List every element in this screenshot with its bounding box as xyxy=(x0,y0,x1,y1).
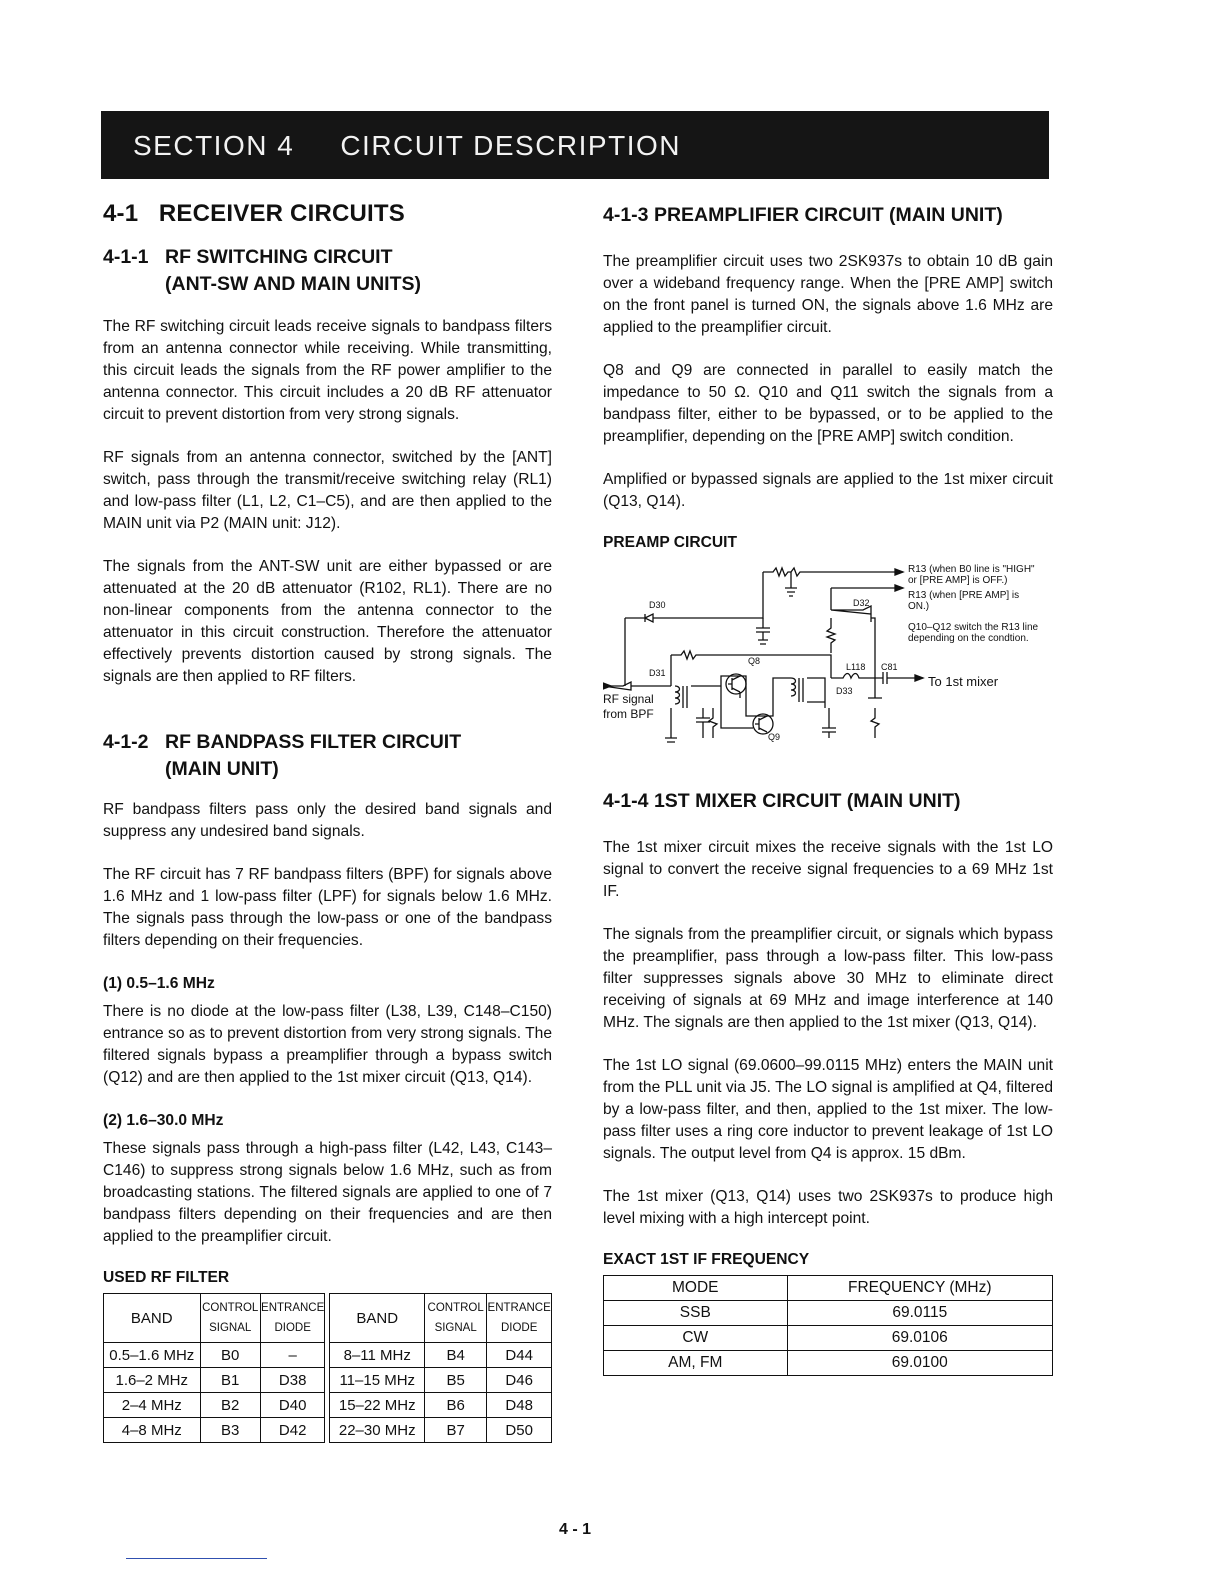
table-cell: 69.0106 xyxy=(787,1326,1052,1351)
table-cell: B1 xyxy=(200,1368,260,1393)
header-control-signal: CONTROL SIGNAL xyxy=(200,1294,260,1343)
paragraph: The signals from the preamplifier circuit, or signals which bypass the preamplifier, pass through a low-pass filter. This low-pass filter suppresses signals above 30 MHz to eliminate direct receiving of signals at 69 MHz and image interference at 140 MHz. The signals are then applied to the 1st mixer (Q13, Q14). xyxy=(603,926,1053,1031)
paragraph: Amplified or bypassed signals are applied to the 1st mixer circuit (Q13, Q14). xyxy=(603,471,1053,510)
table-cell: 22–30 MHz xyxy=(330,1418,425,1443)
paragraph: These signals pass through a high-pass filter (L42, L43, C143–C146) to suppress strong signals below 1.6 MHz, such as from broadcasting stations. The filtered signals are applied to one of 7 bandpass filters depending on their frequencies and are then applied to the preamplifier circuit. xyxy=(103,1140,552,1245)
table-cell: D50 xyxy=(487,1418,552,1443)
heading-number: 4-1-1 xyxy=(103,246,149,268)
right-column xyxy=(603,200,1053,1376)
preamp-schematic xyxy=(603,558,1053,758)
paragraph: The RF switching circuit leads receive signals to bandpass filters from an antenna connector while receiving. While transmitting, this circuit leads the signals from the RF power amplifier to the antenna connector. This circuit includes a 20 dB RF attenuator circuit to prevent distortion from very strong signals. xyxy=(103,318,552,423)
header-mode: MODE xyxy=(604,1276,788,1301)
label-l118: L118 xyxy=(846,662,866,672)
table-cell: D38 xyxy=(260,1368,325,1393)
table-row xyxy=(604,1326,1053,1351)
schematic-title: PREAMP CIRCUIT xyxy=(603,534,738,551)
heading-text: RF BANDPASS FILTER CIRCUIT xyxy=(165,731,462,753)
label-d31: D31 xyxy=(649,668,666,678)
header-frequency: FREQUENCY (MHz) xyxy=(787,1276,1052,1301)
label-c81: C81 xyxy=(881,662,898,672)
heading-4-1-3: 4-1-3 PREAMPLIFIER CIRCUIT (MAIN UNIT) xyxy=(603,204,1003,226)
left-column xyxy=(103,200,552,1443)
table-cell: 69.0115 xyxy=(787,1301,1052,1326)
table-cell: 0.5–1.6 MHz xyxy=(104,1343,201,1368)
table-cell: D42 xyxy=(260,1418,325,1443)
heading-4-1-4: 4-1-4 1ST MIXER CIRCUIT (MAIN UNIT) xyxy=(603,790,961,812)
header-control-signal: CONTROL SIGNAL xyxy=(425,1294,487,1343)
table-cell: D40 xyxy=(260,1393,325,1418)
label-d32: D32 xyxy=(853,598,870,608)
section-title: CIRCUIT DESCRIPTION xyxy=(340,130,681,161)
paragraph: RF signals from an antenna connector, switched by the [ANT] switch, pass through the transmit/receive switching relay (RL1) and low-pass filter (L1, L2, C1–C5), and are then applied to the MAIN unit via P2 (MAIN unit: J12). xyxy=(103,449,552,532)
table-cell: 15–22 MHz xyxy=(330,1393,425,1418)
table-header-row xyxy=(104,1294,552,1343)
page-number: 4 - 1 xyxy=(558,1521,591,1538)
table-cell: CW xyxy=(604,1326,788,1351)
section-banner xyxy=(101,111,1049,179)
paragraph: The 1st mixer circuit mixes the receive signals with the 1st LO signal to convert the receive signal frequencies to a 69 MHz 1st IF. xyxy=(603,839,1053,900)
header-band: BAND xyxy=(330,1294,425,1343)
table-row xyxy=(104,1418,552,1443)
table-row xyxy=(604,1351,1053,1376)
if-table-title: EXACT 1ST IF FREQUENCY xyxy=(603,1251,810,1268)
table-cell: 2–4 MHz xyxy=(104,1393,201,1418)
table-cell: B5 xyxy=(425,1368,487,1393)
header-entrance-diode: ENTRANCE DIODE xyxy=(487,1294,552,1343)
table-cell: 8–11 MHz xyxy=(330,1343,425,1368)
paragraph: RF bandpass filters pass only the desired band signals and suppress any undesired band signals. xyxy=(103,801,552,840)
table-cell: SSB xyxy=(604,1301,788,1326)
table-row xyxy=(104,1368,552,1393)
schem-note-1b: or [PRE AMP] is OFF.) xyxy=(908,575,1008,586)
schem-note-3b: depending on the condtion. xyxy=(908,633,1029,644)
schem-note-2a: R13 (when [PRE AMP] is xyxy=(908,590,1020,601)
paragraph: There is no diode at the low-pass filter (L38, L39, C148–C150) entrance so as to prevent distortion from very strong signals. The filtered signals bypass a preamplifier through a bypass switch (Q12) and are then applied to the 1st mixer circuit (Q13, Q14). xyxy=(103,1003,552,1086)
subheading-0-5-1-6: (1) 0.5–1.6 MHz xyxy=(103,975,215,992)
paragraph: The 1st LO signal (69.0600–99.0115 MHz) enters the MAIN unit from the PLL unit via J5. The LO signal is amplified at Q4, filtered by a low-pass filter, and then, applied to the 1st mixer. The low-pass filter uses a ring core inductor to prevent leakage of 1st LO signals. The output level from Q4 is approx. 15 dBm. xyxy=(603,1057,1053,1162)
section-number: SECTION 4 xyxy=(133,130,295,161)
heading-text-cont: (ANT-SW AND MAIN UNITS) xyxy=(165,273,421,295)
table-cell: 1.6–2 MHz xyxy=(104,1368,201,1393)
table-row xyxy=(104,1343,552,1368)
schem-note-1a: R13 (when B0 line is "HIGH" xyxy=(908,564,1035,575)
table-cell: 4–8 MHz xyxy=(104,1418,201,1443)
table-cell: D44 xyxy=(487,1343,552,1368)
paragraph: The signals from the ANT-SW unit are either bypassed or are attenuated at the 20 dB attenuator (R102, RL1). There are no non-linear components from the antenna connector to the attenuator in this circuit construction. Therefore the attenuator effectively prevents distortion caused by strong signals. The signals are then applied to RF filters. xyxy=(103,558,552,685)
schem-to-mixer: To 1st mixer xyxy=(928,674,999,689)
heading-4-1-2 xyxy=(103,729,552,783)
label-d33: D33 xyxy=(836,686,853,696)
heading-text: RF SWITCHING CIRCUIT xyxy=(165,246,393,268)
schem-note-3a: Q10–Q12 switch the R13 line xyxy=(908,622,1039,633)
table-cell: B4 xyxy=(425,1343,487,1368)
header-band: BAND xyxy=(104,1294,201,1343)
paragraph: Q8 and Q9 are connected in parallel to easily match the impedance to 50 Ω. Q10 and Q11 switch the signals from a bandpass filter, either to be bypassed, or to be applied to the preamplifier, depending on the [PRE AMP] switch condition. xyxy=(603,362,1053,445)
table-header-row xyxy=(604,1276,1053,1301)
table-cell: B7 xyxy=(425,1418,487,1443)
table-cell: 11–15 MHz xyxy=(330,1368,425,1393)
paragraph: The preamplifier circuit uses two 2SK937s to obtain 10 dB gain over a wideband frequency range. When the [PRE AMP] switch on the front panel is turned ON, the signals above 1.6 MHz are applied to the preamplifier circuit. xyxy=(603,253,1053,336)
paragraph: The RF circuit has 7 RF bandpass filters (BPF) for signals above 1.6 MHz and 1 low-pass filter (LPF) for signals below 1.6 MHz. The signals pass through the low-pass or one of the bandpass filters depending on their frequencies. xyxy=(103,866,552,949)
table-cell: D48 xyxy=(487,1393,552,1418)
table-cell: 69.0100 xyxy=(787,1351,1052,1376)
label-q8: Q8 xyxy=(748,656,761,666)
heading-receiver-circuits: 4-1 RECEIVER CIRCUITS xyxy=(103,200,405,227)
if-frequency-table xyxy=(603,1275,1053,1376)
rf-filter-table xyxy=(103,1293,552,1443)
table-row xyxy=(604,1301,1053,1326)
table-cell: B3 xyxy=(200,1418,260,1443)
schem-note-2b: ON.) xyxy=(908,601,930,612)
table-title: USED RF FILTER xyxy=(103,1269,230,1286)
schem-from-bpf: from BPF xyxy=(603,707,654,721)
heading-4-1-1 xyxy=(103,244,552,298)
table-cell: D46 xyxy=(487,1368,552,1393)
paragraph: The 1st mixer (Q13, Q14) uses two 2SK937s to produce high level mixing with a high intercept point. xyxy=(603,1188,1053,1227)
table-cell: B2 xyxy=(200,1393,260,1418)
heading-number: 4-1-2 xyxy=(103,731,149,753)
heading-text-cont: (MAIN UNIT) xyxy=(165,758,279,780)
subheading-1-6-30: (2) 1.6–30.0 MHz xyxy=(103,1112,224,1129)
divider xyxy=(126,1558,267,1559)
table-cell: B0 xyxy=(200,1343,260,1368)
label-d30: D30 xyxy=(649,600,666,610)
header-entrance-diode: ENTRANCE DIODE xyxy=(260,1294,325,1343)
table-cell: – xyxy=(260,1343,325,1368)
label-q9: Q9 xyxy=(768,732,781,742)
table-cell: B6 xyxy=(425,1393,487,1418)
schem-rf-signal: RF signal xyxy=(603,692,654,706)
schematic-diagram xyxy=(603,558,1053,758)
table-cell: AM, FM xyxy=(604,1351,788,1376)
table-row xyxy=(104,1393,552,1418)
